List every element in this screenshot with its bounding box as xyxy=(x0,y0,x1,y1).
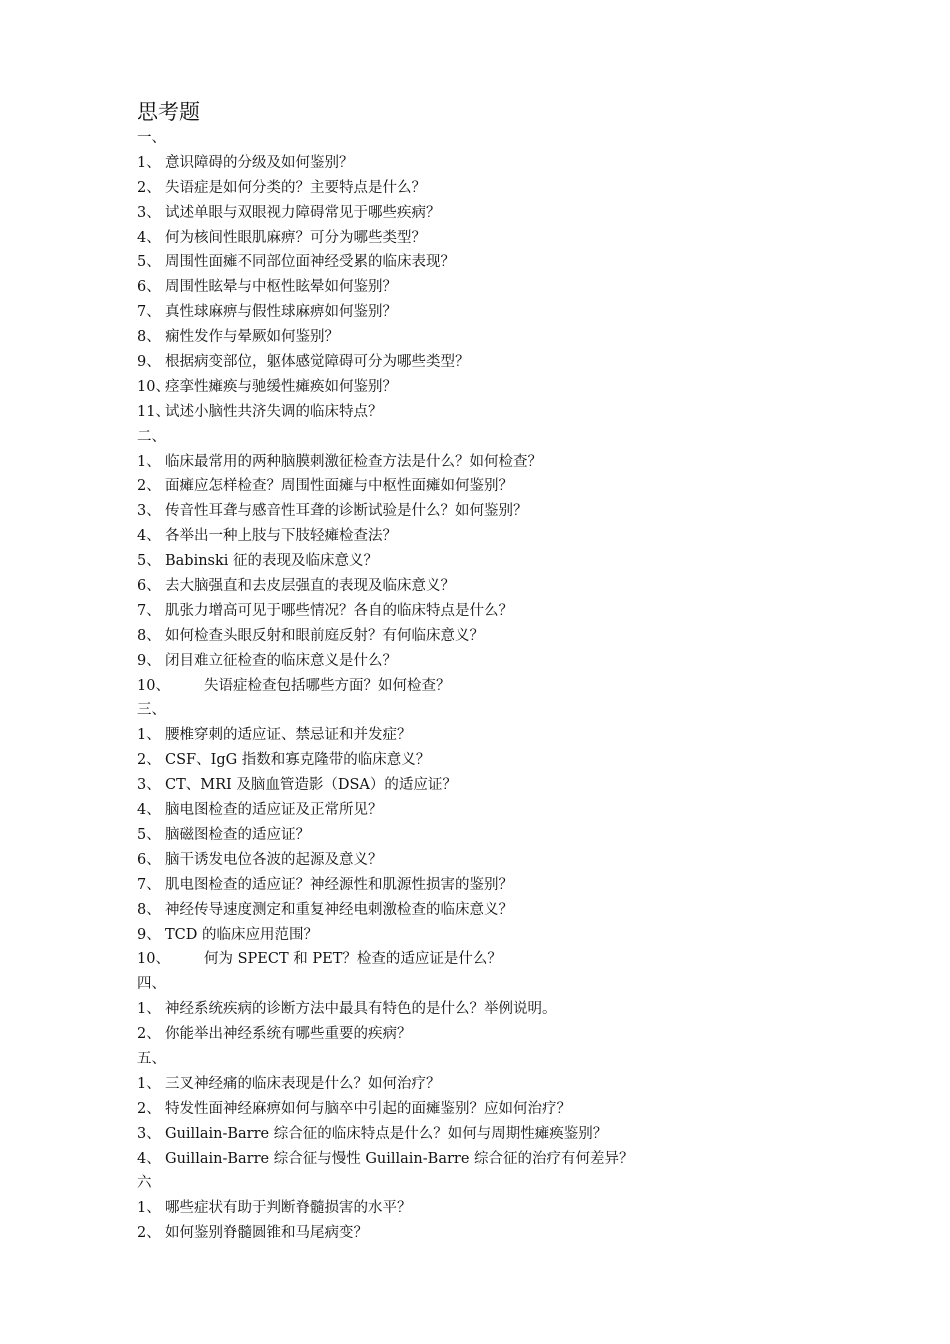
question-item xyxy=(137,1022,897,1047)
question-text: Babinski 征的表现及临床意义？ xyxy=(165,553,379,570)
question-item xyxy=(137,1221,897,1246)
question-item xyxy=(137,400,897,425)
question-item xyxy=(137,450,897,475)
question-item xyxy=(137,923,897,948)
question-text: 如何鉴别脊髓圆锥和马尾病变？ xyxy=(165,1225,368,1242)
question-number: 1、 xyxy=(137,1075,161,1092)
question-item xyxy=(137,201,897,226)
question-item xyxy=(137,499,897,524)
question-item xyxy=(137,1147,897,1172)
question-number: 2、 xyxy=(137,1100,161,1117)
question-item xyxy=(137,947,897,972)
question-number: 7、 xyxy=(137,304,161,321)
question-item xyxy=(137,997,897,1022)
section-heading: 三、 xyxy=(137,702,166,719)
question-text: 根据病变部位，躯体感觉障碍可分为哪些类型？ xyxy=(165,354,470,371)
question-number: 3、 xyxy=(137,777,161,794)
question-text: Guillain-Barre 综合征的临床特点是什么？如何与周期性瘫痪鉴别？ xyxy=(165,1125,608,1142)
question-number: 9、 xyxy=(137,926,161,943)
question-text: 试述单眼与双眼视力障碍常见于哪些疾病？ xyxy=(165,204,441,221)
question-number: 4、 xyxy=(137,528,161,545)
question-text: 神经系统疾病的诊断方法中最具有特色的是什么？举例说明。 xyxy=(165,1001,557,1018)
question-text: 临床最常用的两种脑膜刺激征检查方法是什么？如何检查？ xyxy=(165,453,542,470)
question-item xyxy=(137,226,897,251)
question-item xyxy=(137,1072,897,1097)
question-text: 脑电图检查的适应证及正常所见？ xyxy=(165,802,383,819)
question-number: 8、 xyxy=(137,627,161,644)
question-text: 失语症检查包括哪些方面？如何检查？ xyxy=(204,677,451,694)
question-number: 4、 xyxy=(137,229,161,246)
question-text: 意识障碍的分级及如何鉴别？ xyxy=(165,154,354,171)
question-text: 何为核间性眼肌麻痹？可分为哪些类型？ xyxy=(165,229,426,246)
question-item xyxy=(137,1097,897,1122)
question-text: CSF、IgG 指数和寡克隆带的临床意义？ xyxy=(165,752,431,769)
question-number: 7、 xyxy=(137,876,161,893)
question-number: 6、 xyxy=(137,279,161,296)
question-item xyxy=(137,898,897,923)
question-text: 神经传导速度测定和重复神经电刺激检查的临床意义？ xyxy=(165,901,513,918)
question-item xyxy=(137,176,897,201)
question-number: 1、 xyxy=(137,1001,161,1018)
question-number: 5、 xyxy=(137,254,161,271)
question-item xyxy=(137,773,897,798)
question-text: Guillain-Barre 综合征与慢性 Guillain-Barre 综合征的治疗有何差异？ xyxy=(165,1150,634,1167)
question-number: 3、 xyxy=(137,503,161,520)
question-number: 4、 xyxy=(137,802,161,819)
question-text: 肌张力增高可见于哪些情况？各自的临床特点是什么？ xyxy=(165,602,513,619)
question-text: 传音性耳聋与感音性耳聋的诊断试验是什么？如何鉴别？ xyxy=(165,503,528,520)
question-text: 腰椎穿刺的适应证、禁忌证和并发症？ xyxy=(165,727,412,744)
question-number: 2、 xyxy=(137,478,161,495)
question-text: 痉挛性瘫痪与驰缓性瘫痪如何鉴别？ xyxy=(165,378,397,395)
question-text: 周围性面瘫不同部位面神经受累的临床表现？ xyxy=(165,254,455,271)
question-item xyxy=(137,823,897,848)
question-number: 2、 xyxy=(137,752,161,769)
question-text: 试述小脑性共济失调的临床特点？ xyxy=(165,403,383,420)
question-number: 7、 xyxy=(137,602,161,619)
question-text: 痫性发作与晕厥如何鉴别？ xyxy=(165,329,339,346)
question-text: TCD 的临床应用范围？ xyxy=(165,926,318,943)
section-heading: 一、 xyxy=(137,130,166,146)
question-number: 11、 xyxy=(137,403,170,420)
question-number: 1、 xyxy=(137,727,161,744)
question-text: 面瘫应怎样检查？周围性面瘫与中枢性面瘫如何鉴别？ xyxy=(165,478,513,495)
question-number: 1、 xyxy=(137,1200,161,1217)
question-text: 脑干诱发电位各波的起源及意义？ xyxy=(165,851,383,868)
question-text: 真性球麻痹与假性球麻痹如何鉴别？ xyxy=(165,304,397,321)
question-number: 2、 xyxy=(137,179,161,196)
question-text: 失语症是如何分类的？主要特点是什么？ xyxy=(165,179,426,196)
question-number: 6、 xyxy=(137,578,161,595)
question-text: 周围性眩晕与中枢性眩晕如何鉴别？ xyxy=(165,279,397,296)
section-heading: 四、 xyxy=(137,976,166,993)
question-text: 哪些症状有助于判断脊髓损害的水平？ xyxy=(165,1200,412,1217)
question-text: 你能举出神经系统有哪些重要的疾病？ xyxy=(165,1026,412,1043)
question-item xyxy=(137,549,897,574)
question-number: 2、 xyxy=(137,1026,161,1043)
question-number: 10、 xyxy=(137,951,170,968)
question-number: 8、 xyxy=(137,329,161,346)
question-item xyxy=(137,848,897,873)
question-text: 闭目难立征检查的临床意义是什么？ xyxy=(165,652,397,669)
question-number: 3、 xyxy=(137,1125,161,1142)
question-text: 特发性面神经麻痹如何与脑卒中引起的面瘫鉴别？应如何治疗？ xyxy=(165,1100,571,1117)
question-number: 5、 xyxy=(137,553,161,570)
section-heading: 六 xyxy=(137,1175,152,1192)
question-item xyxy=(137,524,897,549)
document-page xyxy=(137,98,897,1246)
question-item xyxy=(137,325,897,350)
question-item xyxy=(137,151,897,176)
question-item xyxy=(137,1196,897,1221)
section-heading: 五、 xyxy=(137,1050,166,1067)
question-number: 10、 xyxy=(137,378,170,395)
question-item xyxy=(137,300,897,325)
question-text: 如何检查头眼反射和眼前庭反射？有何临床意义？ xyxy=(165,627,484,644)
question-text: CT、MRI 及脑血管造影（DSA）的适应证？ xyxy=(165,777,457,794)
question-number: 2、 xyxy=(137,1225,161,1242)
question-item xyxy=(137,250,897,275)
question-number: 1、 xyxy=(137,453,161,470)
question-item xyxy=(137,1122,897,1147)
question-item xyxy=(137,674,897,699)
question-item xyxy=(137,624,897,649)
question-number: 5、 xyxy=(137,826,161,843)
question-item xyxy=(137,574,897,599)
page-title: 思考题 xyxy=(137,100,200,124)
section-heading: 二、 xyxy=(137,428,166,445)
question-text: 三叉神经痛的临床表现是什么？如何治疗？ xyxy=(165,1075,441,1092)
question-number: 4、 xyxy=(137,1150,161,1167)
question-text: 脑磁图检查的适应证？ xyxy=(165,826,310,843)
question-sections xyxy=(137,126,897,1246)
question-number: 1、 xyxy=(137,154,161,171)
question-item xyxy=(137,350,897,375)
question-text: 肌电图检查的适应证？神经源性和肌源性损害的鉴别？ xyxy=(165,876,513,893)
question-item xyxy=(137,375,897,400)
question-number: 3、 xyxy=(137,204,161,221)
question-text: 各举出一种上肢与下肢轻瘫检查法？ xyxy=(165,528,397,545)
question-item xyxy=(137,649,897,674)
question-number: 9、 xyxy=(137,354,161,371)
question-item xyxy=(137,474,897,499)
question-item xyxy=(137,798,897,823)
question-text: 去大脑强直和去皮层强直的表现及临床意义？ xyxy=(165,578,455,595)
question-text: 何为 SPECT 和 PET？检查的适应证是什么？ xyxy=(204,951,502,968)
question-number: 6、 xyxy=(137,851,161,868)
question-number: 8、 xyxy=(137,901,161,918)
question-number: 9、 xyxy=(137,652,161,669)
question-item xyxy=(137,873,897,898)
question-item xyxy=(137,723,897,748)
question-item xyxy=(137,599,897,624)
question-item xyxy=(137,748,897,773)
question-item xyxy=(137,275,897,300)
question-number: 10、 xyxy=(137,677,170,694)
